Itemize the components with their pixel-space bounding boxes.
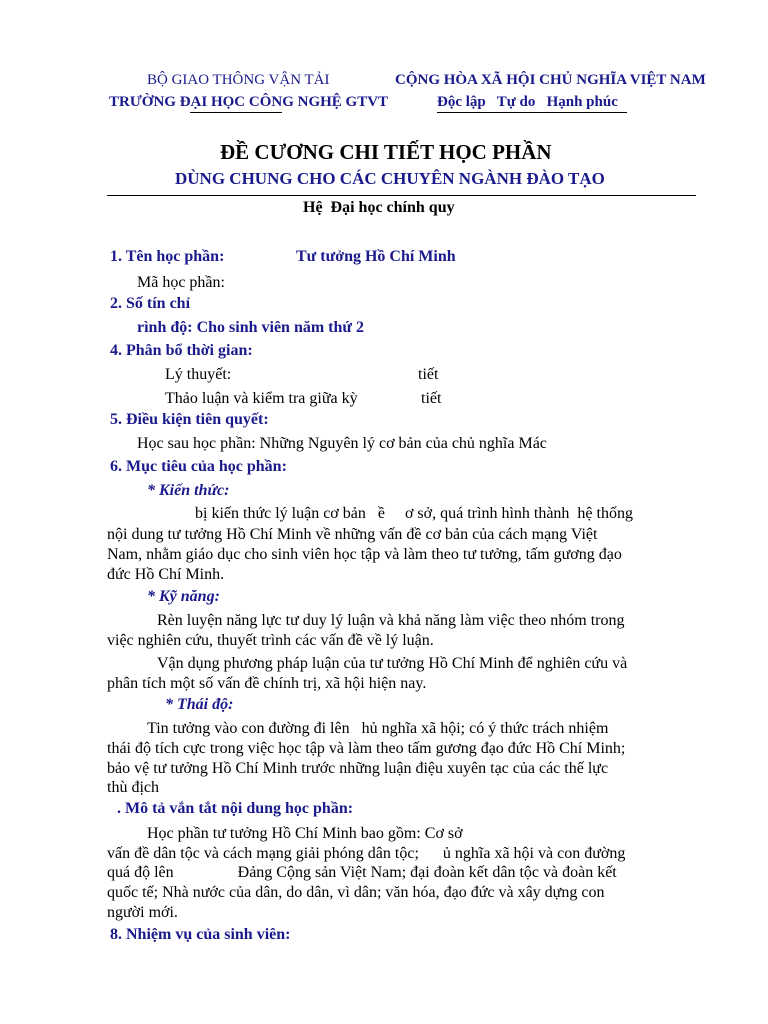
- time-allocation-label: 4. Phân bổ thời gian:: [110, 342, 253, 359]
- course-name-value: Tư tưởng Hồ Chí Minh: [296, 248, 456, 265]
- motto-underline: [437, 112, 627, 113]
- knowledge-label: * Kiến thức:: [147, 482, 230, 499]
- description-line-5: người mới.: [107, 904, 178, 921]
- attitude-line-4: thù địch: [107, 779, 159, 796]
- course-name-label: 1. Tên học phần:: [110, 248, 225, 265]
- theory-label: Lý thuyết:: [165, 366, 232, 383]
- description-line-3: quá độ lên Đảng Cộng sản Việt Nam; đại đoàn kết dân tộc và đoàn kết: [107, 864, 617, 881]
- skills-line-4: phân tích một số vấn đề chính trị, xã hội hiện nay.: [107, 675, 427, 692]
- knowledge-line-2: nội dung tư tưởng Hồ Chí Minh về những vấn đề cơ bản của cách mạng Việt: [107, 526, 598, 543]
- republic-name: CỘNG HÒA XÃ HỘI CHỦ NGHĨA VIỆT NAM: [395, 72, 706, 88]
- attitude-line-1: Tin tưởng vào con đường đi lên hủ nghĩa xã hội; có ý thức trách nhiệm: [147, 720, 609, 737]
- skills-line-3: Vận dụng phương pháp luận của tư tưởng Hồ Chí Minh để nghiên cứu và: [157, 655, 628, 672]
- attitude-label: * Thái độ:: [165, 696, 234, 713]
- description-line-1: Học phần tư tưởng Hồ Chí Minh bao gồm: Cơ sở: [147, 825, 463, 842]
- skills-label: * Kỹ năng:: [147, 588, 220, 605]
- student-duties-label: 8. Nhiệm vụ của sinh viên:: [110, 926, 291, 943]
- knowledge-line-1: bị kiến thức lý luận cơ bản ề ơ sở, quá trình hình thành hệ thống: [195, 505, 633, 522]
- document-subtitle: DÙNG CHUNG CHO CÁC CHUYÊN NGÀNH ĐÀO TẠO: [175, 169, 605, 188]
- title-divider: [107, 195, 696, 196]
- prerequisite-label: 5. Điều kiện tiên quyết:: [110, 411, 269, 428]
- knowledge-line-3: Nam, nhằm giáo dục cho sinh viên học tập và làm theo tư tưởng, tấm gương đạo: [107, 546, 622, 563]
- ministry-name: BỘ GIAO THÔNG VẬN TẢI: [147, 72, 330, 88]
- school-underline: [190, 112, 282, 113]
- description-label: . Mô tả vắn tắt nội dung học phần:: [117, 800, 354, 817]
- school-name: TRƯỜNG ĐẠI HỌC CÔNG NGHỆ GTVT: [109, 94, 389, 110]
- skills-line-1: Rèn luyện năng lực tư duy lý luận và khả năng làm việc theo nhóm trong: [157, 612, 625, 629]
- attitude-line-3: bảo vệ tư tưởng Hồ Chí Minh trước những luận điệu xuyên tạc của các thế lực: [107, 760, 609, 777]
- course-code-label: Mã học phần:: [137, 274, 225, 291]
- document-title: ĐỀ CƯƠNG CHI TIẾT HỌC PHẦN: [220, 140, 552, 164]
- theory-unit: tiết: [418, 366, 439, 383]
- objectives-label: 6. Mục tiêu của học phần:: [110, 458, 287, 475]
- description-line-4: quốc tế; Nhà nước của dân, do dân, vì dân; văn hóa, đạo đức và xây dựng con: [107, 884, 605, 901]
- national-motto: Độc lập Tự do Hạnh phúc: [437, 94, 618, 110]
- program-type: Hệ Đại học chính quy: [303, 199, 455, 216]
- description-line-2: vấn đề dân tộc và cách mạng giải phóng dân tộc; ủ nghĩa xã hội và con đường: [107, 845, 626, 862]
- attitude-line-2: thái độ tích cực trong việc học tập và làm theo tấm gương đạo đức Hồ Chí Minh;: [107, 740, 626, 757]
- skills-line-2: việc nghiên cứu, thuyết trình các vấn đề về lý luận.: [107, 632, 434, 649]
- discussion-label: Thảo luận và kiểm tra giữa kỳ: [165, 390, 358, 407]
- prerequisite-text: Học sau học phần: Những Nguyên lý cơ bản của chủ nghĩa Mác: [137, 435, 547, 452]
- credits-label: 2. Số tín chỉ: [110, 295, 191, 312]
- discussion-unit: tiết: [421, 390, 442, 407]
- knowledge-line-4: đức Hồ Chí Minh.: [107, 566, 225, 583]
- level-text: rình độ: Cho sinh viên năm thứ 2: [137, 319, 364, 336]
